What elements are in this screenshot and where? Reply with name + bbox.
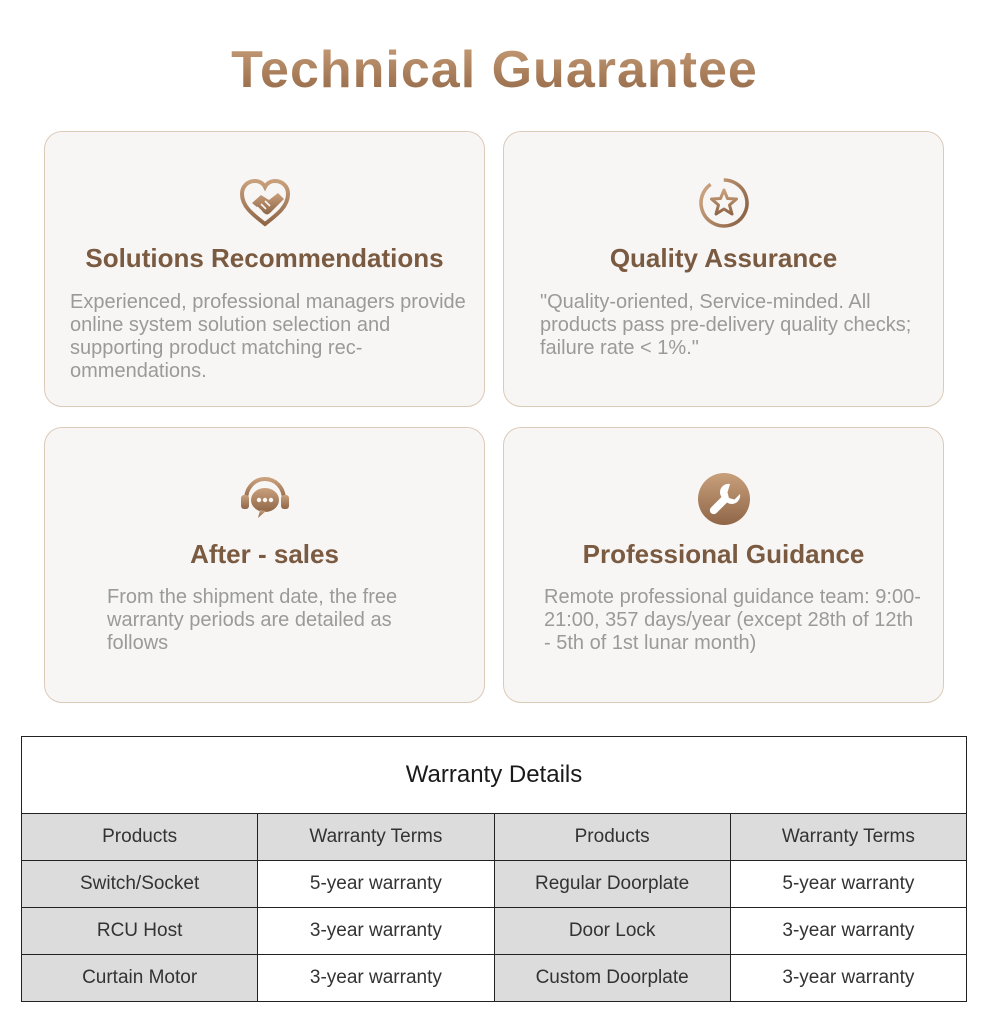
table-row — [22, 861, 967, 908]
card-heading: Professional Guidance — [582, 539, 865, 569]
solutions-card — [44, 131, 485, 407]
term-cell: 3-year warranty — [258, 955, 494, 1002]
card-text: Remote professional guidance team: 9:00-21:00, 357 days/year (except 28th of 12th - 5th of 1st lunar month) — [544, 586, 921, 654]
wrench-icon — [697, 472, 751, 526]
term-cell: 3-year warranty — [730, 955, 966, 1002]
after-sales-card — [44, 427, 485, 703]
table-row — [22, 908, 967, 955]
product-cell: RCU Host — [22, 908, 258, 955]
warranty-table — [21, 736, 967, 1002]
card-heading: Quality Assurance — [609, 243, 838, 273]
page-title: Technical Guarantee — [0, 38, 989, 102]
card-heading: After - sales — [190, 539, 339, 569]
card-text: Experienced, professional managers provide online system solution selection and supporting product matching rec-ommendations. — [70, 291, 466, 382]
column-header: Products — [22, 814, 258, 861]
term-cell: 5-year warranty — [258, 861, 494, 908]
term-cell: 3-year warranty — [730, 908, 966, 955]
column-header: Products — [494, 814, 730, 861]
column-header: Warranty Terms — [730, 814, 966, 861]
product-cell: Door Lock — [494, 908, 730, 955]
star-badge-icon — [697, 176, 751, 230]
guidance-card — [503, 427, 944, 703]
term-cell: 5-year warranty — [730, 861, 966, 908]
handshake-heart-icon — [238, 176, 292, 230]
card-text: "Quality-oriented, Service-minded. All products pass pre-delivery quality checks; failure rate < 1%." — [540, 291, 912, 359]
customer-service-headset-icon — [238, 472, 292, 526]
table-header-row — [22, 814, 967, 861]
product-cell: Switch/Socket — [22, 861, 258, 908]
card-text: From the shipment date, the free warranty periods are detailed as follows — [107, 586, 398, 654]
table-caption-row — [22, 737, 967, 814]
quality-card — [503, 131, 944, 407]
table-row — [22, 955, 967, 1002]
product-cell: Curtain Motor — [22, 955, 258, 1002]
table-caption: Warranty Details — [22, 737, 967, 814]
term-cell: 3-year warranty — [258, 908, 494, 955]
column-header: Warranty Terms — [258, 814, 494, 861]
product-cell: Custom Doorplate — [494, 955, 730, 1002]
card-heading: Solutions Recommendations — [85, 243, 444, 273]
product-cell: Regular Doorplate — [494, 861, 730, 908]
